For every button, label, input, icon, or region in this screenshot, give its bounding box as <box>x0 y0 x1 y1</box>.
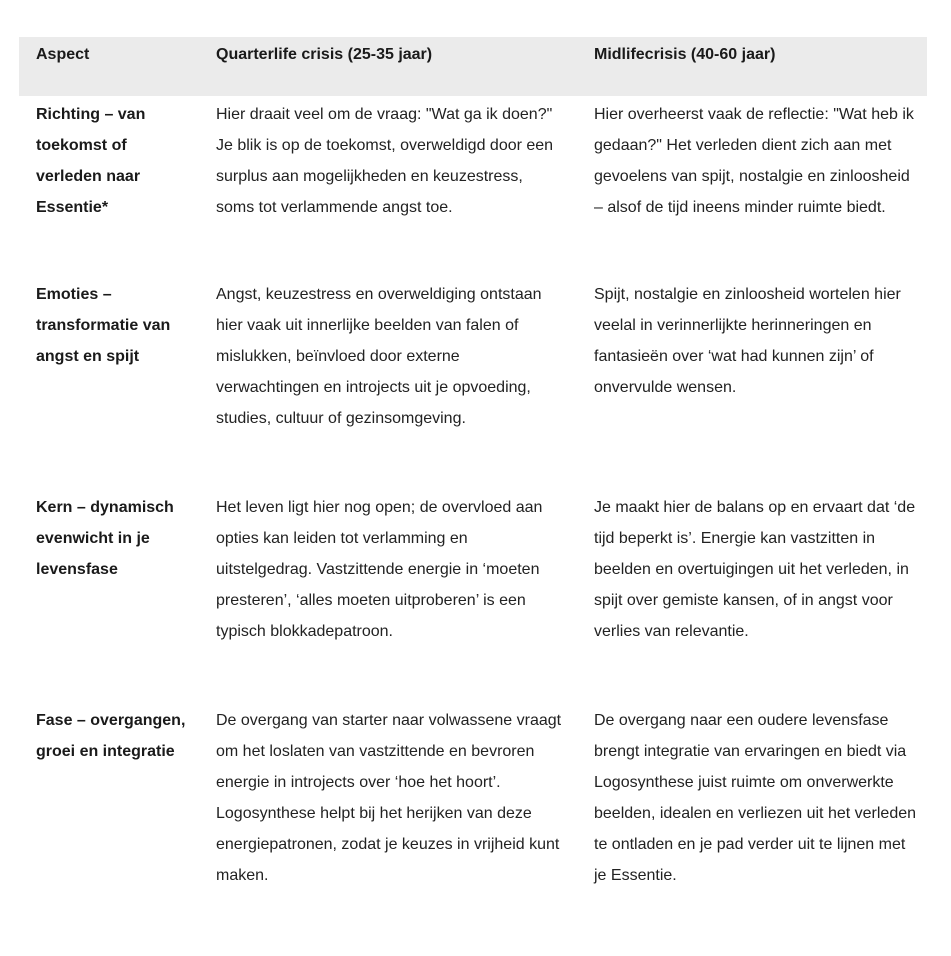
table-row <box>19 279 927 492</box>
row-aspect-cell: Kern – dynamisch evenwicht in je levensfase <box>36 499 174 578</box>
row-quarterlife-cell: Hier draait veel om de vraag: "Wat ga ik doen?" Je blik is op de toekomst, overweldigd door een surplus aan mogelijkheden en keuzestress, soms tot verlammende angst toe. <box>216 106 554 216</box>
row-midlife-cell: Hier overheerst vaak de reflectie: "Wat heb ik gedaan?" Het verleden dient zich aan met gevoelens van spijt, nostalgie en zinloosheid – alsof de tijd ineens minder ruimte biedt. <box>594 106 914 216</box>
row-aspect-cell: Emoties – transformatie van angst en spijt <box>36 286 171 365</box>
row-midlife-cell: Je maakt hier de balans op en ervaart dat ‘de tijd beperkt is’. Energie kan vastzitten in beelden en overtuigingen uit het verleden, in spijt over gemiste kansen, of in angst voor verlies van relevantie. <box>594 499 916 640</box>
row-midlife-cell: Spijt, nostalgie en zinloosheid wortelen hier veelal in verinnerlijkte herinneringen en fantasieën over ‘wat had kunnen zijn’ of onvervulde wensen. <box>594 286 901 396</box>
table-row <box>19 96 927 279</box>
table-header-row <box>19 37 927 96</box>
row-quarterlife-cell: Angst, keuzestress en overweldiging ontstaan hier vaak uit innerlijke beelden van falen of mislukken, beïnvloed door externe verwachtingen en introjects uit je opvoeding, studies, cultuur of gezinsomgeving. <box>216 286 542 427</box>
row-midlife-cell: De overgang naar een oudere levensfase brengt integratie van ervaringen en biedt via Logosynthese juist ruimte om onverwerkte beelden, idealen en verliezen uit het verleden te ontladen en je pad verder uit te lijnen met je Essentie. <box>594 712 917 884</box>
table-row <box>19 705 927 918</box>
header-midlife: Midlifecrisis (40-60 jaar) <box>594 46 776 63</box>
table-row <box>19 492 927 705</box>
header-quarterlife: Quarterlife crisis (25-35 jaar) <box>216 46 433 63</box>
row-quarterlife-cell: De overgang van starter naar volwassene vraagt om het loslaten van vastzittende en bevroren energie in introjects over ‘hoe het hoort’. Logosynthese helpt bij het herijken van deze energiepatronen, zodat je keuzes in vrijheid kunt maken. <box>216 712 562 884</box>
row-aspect-cell: Fase – overgangen, groei en integratie <box>36 712 186 760</box>
row-quarterlife-cell: Het leven ligt hier nog open; de overvloed aan opties kan leiden tot verlamming en uitstelgedrag. Vastzittende energie in ‘moeten presteren’, ‘alles moeten uitproberen’ is een typisch blokkadepatroon. <box>216 499 543 640</box>
header-aspect: Aspect <box>36 46 90 63</box>
comparison-table <box>19 37 927 918</box>
row-aspect-cell: Richting – van toekomst of verleden naar Essentie* <box>36 106 146 216</box>
